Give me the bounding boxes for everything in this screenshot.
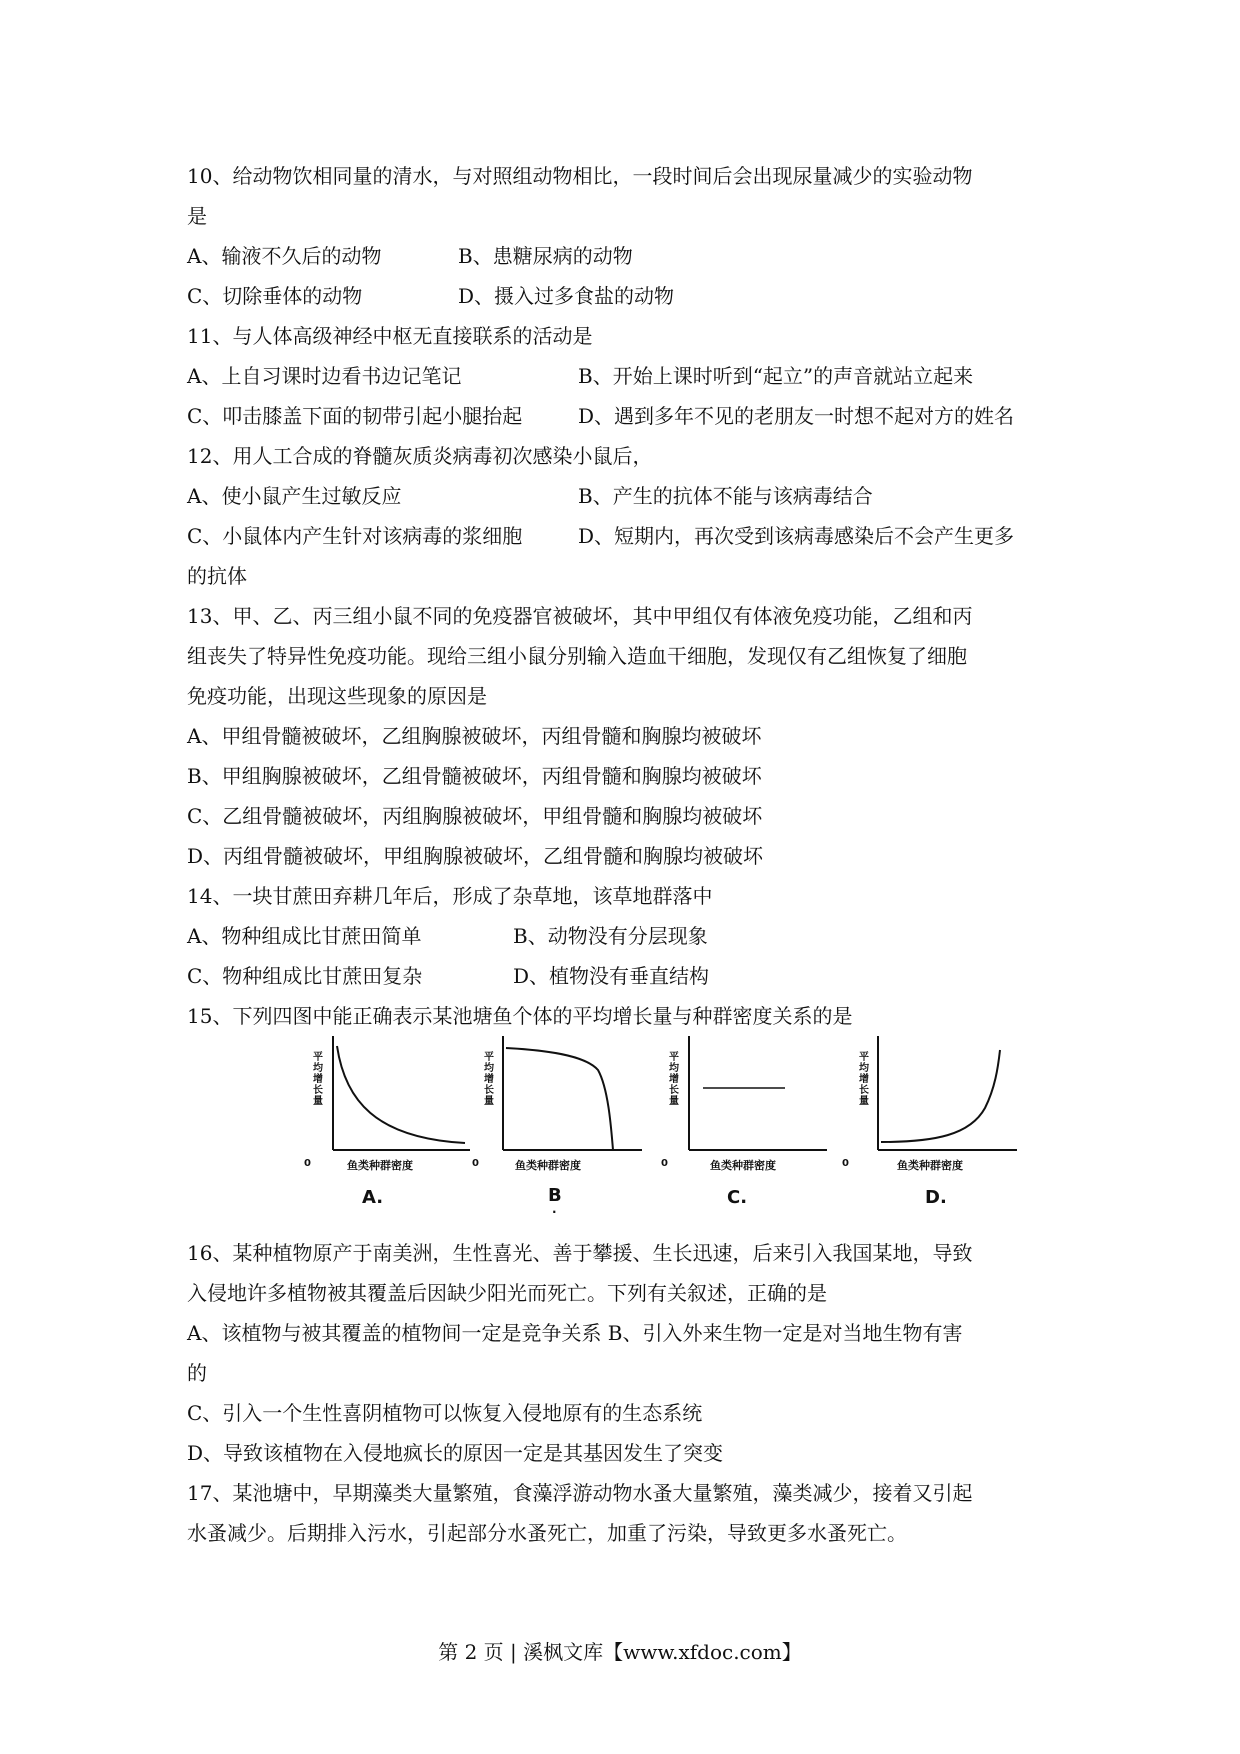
graph-d <box>842 1030 1020 1210</box>
graph-c-plot <box>665 1030 840 1210</box>
graph-a <box>300 1030 475 1210</box>
q13-option-a: A、甲组骨髓被破坏，乙组胸腺被破坏，丙组骨髓和胸腺均被破坏 <box>187 724 762 748</box>
q17-line-2: 水蚤减少。后期排入污水，引起部分水蚤死亡，加重了污染，导致更多水蚤死亡。 <box>187 1521 907 1545</box>
q16-line-2: 入侵地许多植物被其覆盖后因缺少阳光而死亡。下列有关叙述，正确的是 <box>187 1281 827 1305</box>
page-footer: 第 2 页 | 溪枫文库【www.xfdoc.com】 <box>438 1640 802 1664</box>
graph-b-plot <box>470 1030 645 1210</box>
q14-option-b: B、动物没有分层现象 <box>513 924 708 948</box>
q12-stem: 12、用人工合成的脊髓灰质炎病毒初次感染小鼠后， <box>187 444 653 468</box>
graph-a-label: A. <box>362 1187 384 1208</box>
q11-option-a: A、上自习课时边看书边记笔记 <box>187 364 462 388</box>
graph-b-label-dot: . <box>552 1202 557 1216</box>
q13-stem-line-1: 13、甲、乙、丙三组小鼠不同的免疫器官被破坏，其中甲组仅有体液免疫功能，乙组和丙 <box>187 604 973 628</box>
graph-c-label: C. <box>727 1187 748 1208</box>
q16-option-b-tail: 的 <box>187 1361 207 1385</box>
q13-option-c: C、乙组骨髓被破坏，丙组胸腺被破坏，甲组骨髓和胸腺均被破坏 <box>187 804 763 828</box>
graph-a-plot <box>300 1030 475 1210</box>
q13-option-b: B、甲组胸腺被破坏，乙组骨髓被破坏，丙组骨髓和胸腺均被破坏 <box>187 764 762 788</box>
graph-d-label: D. <box>925 1187 947 1208</box>
q12-option-c: C、小鼠体内产生针对该病毒的浆细胞 <box>187 524 523 548</box>
q11-option-b: B、开始上课时听到“起立”的声音就站立起来 <box>578 364 974 388</box>
q13-stem-line-2: 组丧失了特异性免疫功能。现给三组小鼠分别输入造血干细胞，发现仅有乙组恢复了细胞 <box>187 644 967 668</box>
q13-option-d: D、丙组骨髓被破坏，甲组胸腺被破坏，乙组骨髓和胸腺均被破坏 <box>187 844 764 868</box>
q14-stem: 14、一块甘蔗田弃耕几年后，形成了杂草地，该草地群落中 <box>187 884 713 908</box>
q16-option-ab: A、该植物与被其覆盖的植物间一定是竞争关系 B、引入外来生物一定是对当地生物有害 <box>187 1321 963 1345</box>
q16-line-1: 16、某种植物原产于南美洲，生性喜光、善于攀援、生长迅速，后来引入我国某地，导致 <box>187 1241 973 1265</box>
q11-option-c: C、叩击膝盖下面的韧带引起小腿抬起 <box>187 404 523 428</box>
q10-option-a: A、输液不久后的动物 <box>187 244 382 268</box>
graph-d-zero: 0 <box>842 1158 849 1169</box>
graph-d-ylabel: 平均增长量 <box>859 1052 869 1107</box>
q14-option-c: C、物种组成比甘蔗田复杂 <box>187 964 423 988</box>
q14-option-d: D、植物没有垂直结构 <box>513 964 710 988</box>
graph-b-label: B <box>548 1185 562 1206</box>
q15-graphs <box>300 1030 1060 1216</box>
q16-option-d: D、导致该植物在入侵地疯长的原因一定是其基因发生了突变 <box>187 1441 724 1465</box>
q16-option-c: C、引入一个生性喜阴植物可以恢复入侵地原有的生态系统 <box>187 1401 703 1425</box>
q14-option-a: A、物种组成比甘蔗田简单 <box>187 924 422 948</box>
graph-c-xlabel: 鱼类种群密度 <box>710 1159 776 1172</box>
graph-d-xlabel: 鱼类种群密度 <box>897 1159 963 1172</box>
graph-c-ylabel: 平均增长量 <box>669 1052 679 1107</box>
graph-a-zero: 0 <box>304 1158 311 1169</box>
q10-option-d: D、摄入过多食盐的动物 <box>458 284 675 308</box>
q11-stem: 11、与人体高级神经中枢无直接联系的活动是 <box>187 324 593 348</box>
graph-a-xlabel: 鱼类种群密度 <box>347 1159 413 1172</box>
graph-a-ylabel: 平均增长量 <box>313 1052 323 1107</box>
q10-stem-line-1: 10、给动物饮相同量的清水，与对照组动物相比，一段时间后会出现尿量减少的实验动物 <box>187 164 973 188</box>
graph-b-xlabel: 鱼类种群密度 <box>515 1159 581 1172</box>
graph-b-ylabel: 平均增长量 <box>484 1052 494 1107</box>
q15-stem: 15、下列四图中能正确表示某池塘鱼个体的平均增长量与种群密度关系的是 <box>187 1004 853 1028</box>
graph-c-zero: 0 <box>661 1158 668 1169</box>
graph-d-plot <box>845 1030 1060 1210</box>
graph-c <box>661 1030 840 1210</box>
graph-b <box>470 1030 645 1216</box>
q11-option-d: D、遇到多年不见的老朋友一时想不起对方的姓名 <box>578 404 1015 428</box>
q12-option-d: D、短期内，再次受到该病毒感染后不会产生更多 <box>578 524 1015 548</box>
q12-option-d-tail: 的抗体 <box>187 564 247 588</box>
q10-stem-line-2: 是 <box>187 204 207 228</box>
graph-b-zero: 0 <box>472 1158 479 1169</box>
q12-option-a: A、使小鼠产生过敏反应 <box>187 484 402 508</box>
q12-option-b: B、产生的抗体不能与该病毒结合 <box>578 484 873 508</box>
q13-stem-line-3: 免疫功能，出现这些现象的原因是 <box>187 684 487 708</box>
q10-option-b: B、患糖尿病的动物 <box>458 244 633 268</box>
q17-line-1: 17、某池塘中，早期藻类大量繁殖，食藻浮游动物水蚤大量繁殖，藻类减少，接着又引起 <box>187 1481 973 1505</box>
q10-option-c: C、切除垂体的动物 <box>187 284 363 308</box>
